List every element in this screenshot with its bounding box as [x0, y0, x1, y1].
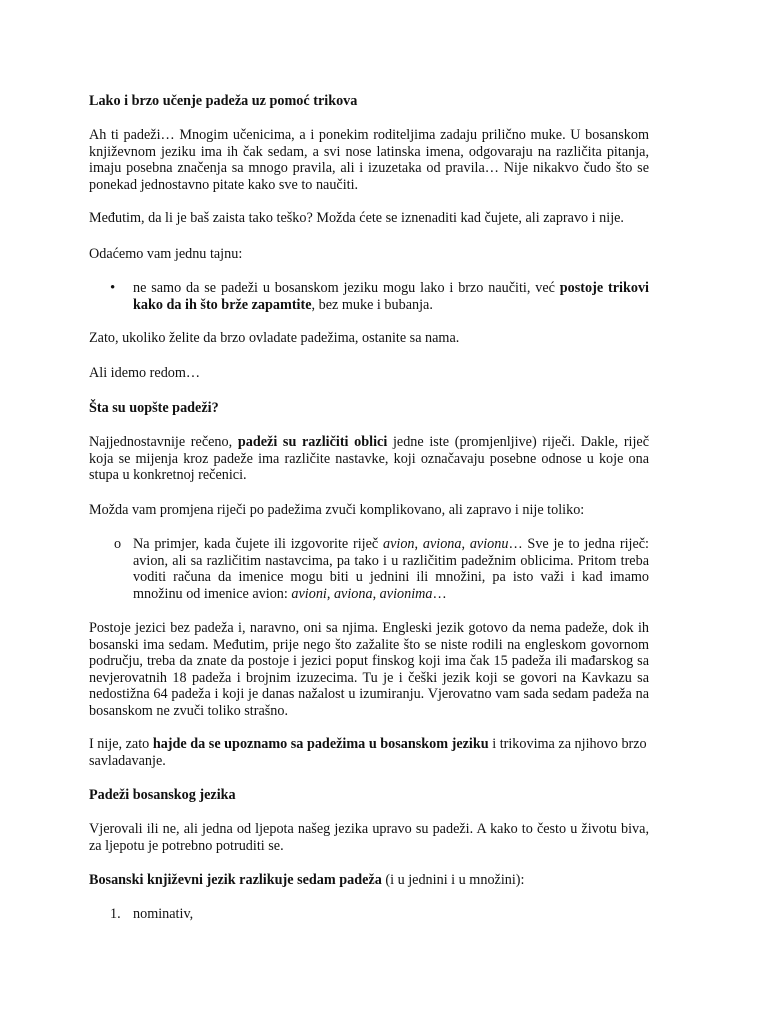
example-word-aviona: aviona	[422, 536, 462, 552]
list-item-nominativ: nominativ,	[133, 906, 194, 922]
section1-paragraph-4	[89, 736, 649, 769]
section1-p1-bold: padeži su različiti oblici	[237, 434, 388, 450]
bullet-text-start: ne samo da se padeži u bosanskom jeziku mogu lako i brzo naučiti, već	[133, 280, 560, 296]
bullet-text-bold: postoje trikovi kako da ih što brže zapamtite	[133, 280, 649, 313]
example-text: Na primjer, kada čujete ili izgovorite riječ	[133, 536, 383, 552]
section1-p1-end: jedne iste (promjenljive) riječi. Dakle, riječ koja se mijenja kroz padeže ima različite nastavke, koji označavaju posebne odnose u koje ona stupa u konkretnoj rečenici.	[89, 434, 650, 484]
example-text: ,	[372, 585, 380, 602]
intro-paragraph-5: Ali idemo redom…	[89, 365, 201, 381]
section1-p1-start: Najjednostavnije rečeno,	[89, 434, 238, 450]
example-text: …	[432, 585, 447, 602]
document-title: Lako i brzo učenje padeža uz pomoć trikova	[89, 93, 358, 109]
example-word-avionu: avionu	[469, 536, 509, 552]
section1-p4-end: i trikovima za njihovo brzo savladavanje.	[89, 736, 647, 769]
section1-p4-start: I nije, zato	[89, 736, 153, 752]
example-word-avion: avion	[382, 536, 415, 552]
bullet-item-secret	[133, 280, 649, 313]
bullet-text-end: , bez muke i bubanja.	[311, 296, 433, 313]
list-number: 1.	[110, 906, 121, 922]
section2-p2-end: (i u jednini i u množini):	[381, 872, 525, 888]
section1-paragraph-2: Možda vam promjena riječi po padežima zvuči komplikovano, ali zapravo i nije toliko:	[89, 502, 585, 518]
example-text: ,	[461, 536, 470, 552]
section2-p2-bold: Bosanski književni jezik razlikuje sedam padeža	[89, 872, 382, 888]
section2-paragraph-2	[89, 872, 649, 889]
example-text: … Sve je to jedna riječ: avion, ali sa različitim nastavcima, pa tako i u različitim padežnim oblicima. Pritom treba voditi računa da imenice mogu biti u jednini ili množini, pa isto važi i kad imamo množinu od imenice avion:	[133, 536, 649, 602]
section-heading-what-are-cases: Šta su uopšte padeži?	[89, 400, 219, 416]
example-word-avionima: avionima	[379, 585, 433, 602]
section1-p4-bold: hajde da se upoznamo sa padežima u bosanskom jeziku	[152, 736, 489, 752]
intro-paragraph-2: Međutim, da li je baš zaista tako teško? Možda ćete se iznenaditi kad čujete, ali zapravo i nije.	[89, 210, 624, 226]
section1-paragraph-3: Postoje jezici bez padeža i, naravno, oni sa njima. Engleski jezik gotovo da nema padeže, dok ih bosanski ima sedam. Međutim, prije nego što zažalite što se niste rodili na engleskom govornom području, treba da znate da postoje i jezici poput finskog koji ima čak 15 padeža ili mađarskog sa nevjerovatnih 18 padeža i brojnim izuzecima. Tu je i češki jezik koji se govori na Kavkazu sa nedostižna 64 padeža i koji je danas nažalost u izumiranju. Vjerovatno vam sada sedam padeža na bosanskom ne zvuči toliko strašno.	[89, 620, 649, 719]
example-word-aviona-plural: aviona	[333, 585, 373, 602]
example-text: ,	[414, 536, 423, 552]
example-text: ,	[326, 585, 334, 602]
example-word-avioni: avioni	[291, 585, 327, 602]
bullet-icon: •	[110, 280, 116, 296]
sub-bullet-example	[133, 536, 649, 602]
section1-paragraph-1	[89, 434, 649, 484]
intro-paragraph-1: Ah ti padeži… Mnogim učenicima, a i ponekim roditeljima zadaju prilično muke. U bosanskom književnom jeziku ima ih čak sedam, a svi nose latinska imena, odgovaraju na različita pitanja, imaju posebna značenja sa mnogo pravila, ali i izuzetaka od pravila… Nije nikakvo čudo što se ponekad jednostavno pitate kako sve to naučiti.	[89, 127, 649, 193]
circle-bullet-icon: o	[114, 536, 122, 552]
section2-paragraph-1: Vjerovali ili ne, ali jedna od ljepota našeg jezika upravo su padeži. A kako to često u životu biva, za ljepotu je potrebno potruditi se.	[89, 821, 649, 854]
section-heading-bosnian-cases: Padeži bosanskog jezika	[89, 787, 236, 803]
intro-paragraph-3: Odaćemo vam jednu tajnu:	[89, 246, 243, 262]
intro-paragraph-4: Zato, ukoliko želite da brzo ovladate padežima, ostanite sa nama.	[89, 330, 460, 346]
